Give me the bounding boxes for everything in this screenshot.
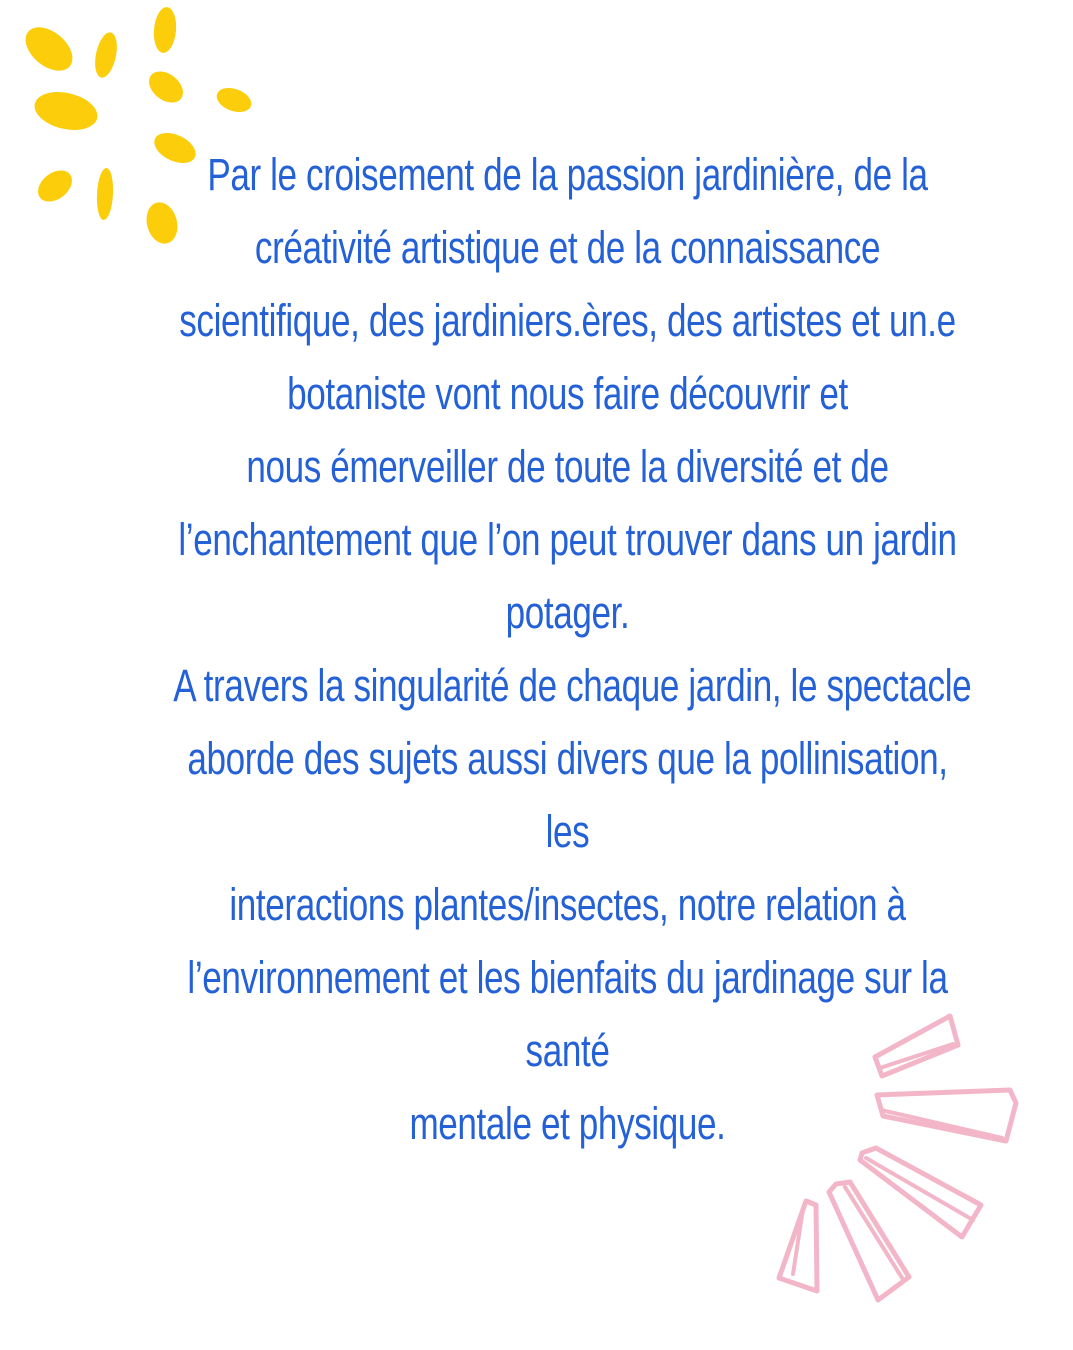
paragraph-line-2: créativité artistique et de la connaissance xyxy=(254,222,881,273)
paragraph-line-6: l’enchantement que l’on peut trouver dans un jardin xyxy=(178,514,957,565)
paragraph-line-9: aborde des sujets aussi divers que la pollinisation, xyxy=(187,733,948,784)
paragraph-line-8: A travers la singularité de chaque jardin, le spectacle xyxy=(173,660,972,711)
paragraph-line-12: l’environnement et les bienfaits du jardinage sur la xyxy=(187,952,948,1003)
paragraph-line-3: scientifique, des jardiniers.ères, des artistes et un.e xyxy=(179,295,956,346)
paragraph-line-10: les xyxy=(545,806,590,857)
sun-ray-blob xyxy=(17,19,80,80)
pink-ray-sketch-line xyxy=(881,1110,1002,1138)
paragraph-line-11: interactions plantes/insectes, notre relation à xyxy=(229,879,906,930)
paragraph-line-14: mentale et physique. xyxy=(409,1098,726,1149)
paragraph-line-1: Par le croisement de la passion jardinière, de la xyxy=(207,149,928,200)
sun-ray-blob xyxy=(152,6,178,54)
pink-ray-sketch-line xyxy=(866,1158,973,1220)
pink-rays-icon xyxy=(755,1005,1073,1315)
pink-ray xyxy=(829,1182,909,1300)
paragraph-line-5: nous émerveiller de toute la diversité et de xyxy=(246,441,889,492)
paragraph-line-4: botaniste vont nous faire découvrir et xyxy=(287,368,848,419)
sun-ray-blob xyxy=(31,86,101,135)
sun-ray-blob xyxy=(91,30,120,79)
pink-ray-sketch-line xyxy=(845,1187,904,1281)
sun-ray-blob xyxy=(213,84,254,117)
paragraph-line-7: potager. xyxy=(505,587,630,638)
paragraph-line-13: santé xyxy=(525,1025,610,1076)
sun-ray-blob xyxy=(143,65,189,109)
